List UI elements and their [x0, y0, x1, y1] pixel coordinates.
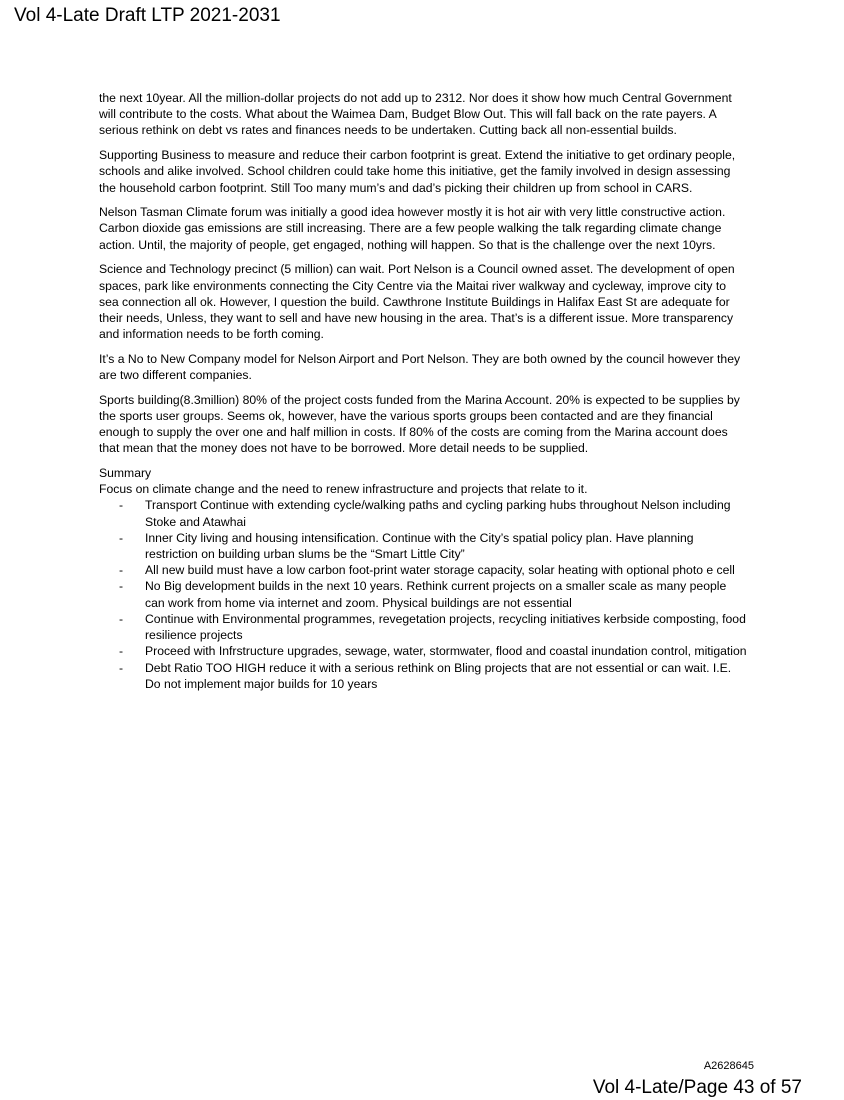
document-header-title: Vol 4-Late Draft LTP 2021-2031: [14, 5, 281, 26]
summary-section: [99, 465, 749, 692]
bullet-marker: -: [119, 579, 124, 594]
bullet-marker: -: [119, 530, 124, 545]
summary-list: [99, 497, 749, 691]
bullet-marker: -: [119, 498, 124, 513]
list-item: [99, 660, 749, 692]
list-item: [99, 530, 749, 562]
list-item: [99, 562, 749, 578]
list-item-text: Continue with Environmental programmes, revegetation projects, recycling initiatives kerbside composting, food resilience projects: [145, 611, 746, 643]
body-paragraph: Sports building(8.3million) 80% of the project costs funded from the Marina Account. 20% is expected to be supplies by the sports user groups. Seems ok, however, have the various sports groups been contacted and are they financial enough to supply the over one and half million in costs. If 80% of the costs are coming from the Marina account does that mean that the money does not have to be borrowed. More detail needs to be supplied.: [99, 392, 740, 456]
body-paragraph: Nelson Tasman Climate forum was initially a good idea however mostly it is hot air with very little constructive action. Carbon dioxide gas emissions are still increasing. There are a few people walking the talk regarding climate change action. Until, the majority of people, get engaged, nothing will happen. So that is the challenge over the next 10yrs.: [99, 205, 726, 252]
list-item-text: No Big development builds in the next 10 years. Rethink current projects on a smaller scale as many people can work from home via internet and zoom. Physical buildings are not essential: [145, 579, 727, 610]
bullet-marker: -: [119, 563, 124, 578]
body-paragraph: Supporting Business to measure and reduce their carbon footprint is great. Extend the initiative to get ordinary people, schools and alike involved. School children could take home this initiative, get the family involved in design assessing the household carbon footprint. Still Too many mum’s and dad’s picking their children up from school in CARS.: [99, 148, 736, 195]
document-reference-number: A2628645: [703, 1060, 754, 1072]
body-paragraph: It’s a No to New Company model for Nelson Airport and Port Nelson. They are both owned by the council however they are two different companies.: [99, 351, 741, 383]
list-item: [99, 643, 749, 659]
body-paragraph: the next 10year. All the million-dollar projects do not add up to 2312. Nor does it show how much Central Government will contribute to the costs. What about the Waimea Dam, Budget Blow Out. This will fall back on the rate payers. A serious rethink on debt vs rates and finances needs to be undertaken. Cutting back all non-essential builds.: [99, 91, 732, 138]
summary-heading: Summary: [99, 466, 152, 481]
list-item-text: All new build must have a low carbon foot-print water storage capacity, solar heating with optional photo e cell: [145, 563, 735, 578]
list-item: [99, 611, 749, 643]
list-item-text: Transport Continue with extending cycle/walking paths and cycling parking hubs throughout Nelson including Stoke and Atawhai: [145, 498, 731, 529]
summary-intro: Focus on climate change and the need to renew infrastructure and projects that relate to it.: [99, 482, 588, 497]
list-item-text: Debt Ratio TOO HIGH reduce it with a serious rethink on Bling projects that are not essential or can wait. I.E. Do not implement major builds for 10 years: [145, 660, 732, 691]
document-body: [99, 90, 749, 692]
bullet-marker: -: [119, 660, 124, 675]
list-item-text: Proceed with Infrstructure upgrades, sewage, water, stormwater, flood and coastal inundation control, mitigation: [145, 644, 747, 659]
list-item: [99, 578, 749, 610]
bullet-marker: -: [119, 611, 124, 626]
list-item-text: Inner City living and housing intensification. Continue with the City’s spatial policy plan. Have planning restriction on building urban slums be the “Smart Little City”: [145, 530, 694, 562]
bullet-marker: -: [119, 644, 124, 659]
list-item: [99, 497, 749, 529]
page-number-footer: Vol 4-Late/Page 43 of 57: [592, 1077, 802, 1098]
body-paragraph: Science and Technology precinct (5 million) can wait. Port Nelson is a Council owned asset. The development of open spaces, park like environments connecting the City Centre via the Maitai river walkway and cycleway, improve city to sea connection all ok. However, I question the build. Cawthrone Institute Buildings in Halifax East St are adequate for their needs, Unless, they want to sell and have new housing in the area. That’s is a different issue. More transparency and information needs to be forth coming.: [99, 262, 735, 342]
